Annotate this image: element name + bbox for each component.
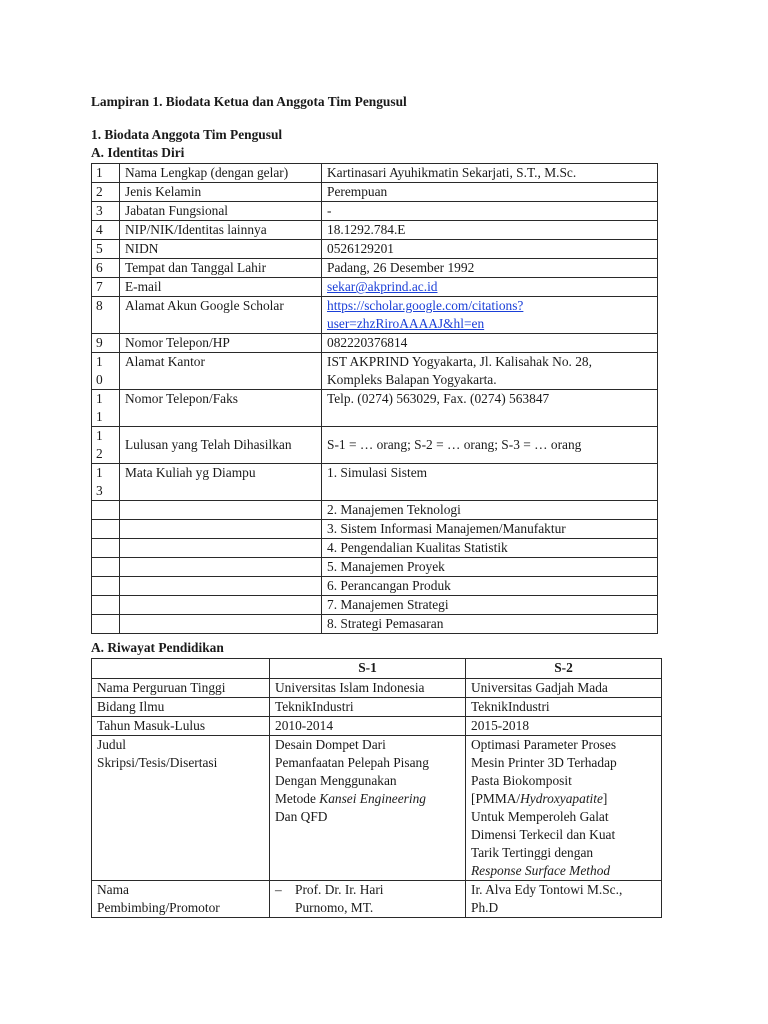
supervisor-line: Ph.D xyxy=(471,900,499,915)
row-number: 5 xyxy=(92,240,120,259)
row-number: 1 2 xyxy=(92,427,120,464)
row-label: Nama Lengkap (dengan gelar) xyxy=(120,164,322,183)
s2-thesis xyxy=(466,736,662,881)
s1-thesis xyxy=(270,736,466,881)
scholar-link[interactable]: https://scholar.google.com/citations? xyxy=(327,298,524,313)
table-row xyxy=(92,202,658,221)
row-label: Alamat Kantor xyxy=(120,353,322,390)
header-empty xyxy=(92,659,270,679)
row-number: 1 0 xyxy=(92,353,120,390)
thesis-line: Desain Dompet Dari xyxy=(275,737,386,752)
row-number: 4 xyxy=(92,221,120,240)
s2-value: Universitas Gadjah Mada xyxy=(466,679,662,698)
table-row xyxy=(92,390,658,427)
row-value: S-1 = … orang; S-2 = … orang; S-3 = … orang xyxy=(322,427,658,464)
identity-heading: A. Identitas Diri xyxy=(91,145,185,160)
thesis-italic: Response Surface Method xyxy=(471,863,611,878)
thesis-line: [PMMA/ xyxy=(471,791,521,806)
row-value: - xyxy=(322,202,658,221)
table-row xyxy=(92,615,658,634)
table-row xyxy=(92,278,658,297)
thesis-line: Dengan Menggunakan xyxy=(275,773,397,788)
course-item: 8. Strategi Pemasaran xyxy=(322,615,658,634)
row-label: Jenis Kelamin xyxy=(120,183,322,202)
row-label: Jabatan Fungsional xyxy=(120,202,322,221)
row-value: Telp. (0274) 563029, Fax. (0274) 563847 xyxy=(322,390,658,427)
thesis-line: ] xyxy=(602,791,608,806)
thesis-line: Pemanfaatan Pelepah Pisang xyxy=(275,755,429,770)
course-item: 5. Manajemen Proyek xyxy=(322,558,658,577)
table-header-row xyxy=(92,659,662,679)
education-heading: A. Riwayat Pendidikan xyxy=(91,640,224,655)
thesis-line: Dan QFD xyxy=(275,809,328,824)
table-row xyxy=(92,596,658,615)
table-row xyxy=(92,183,658,202)
email-link[interactable]: sekar@akprind.ac.id xyxy=(327,279,438,294)
table-row xyxy=(92,881,662,918)
table-row xyxy=(92,334,658,353)
table-row xyxy=(92,520,658,539)
table-row xyxy=(92,221,658,240)
row-value: 0526129201 xyxy=(322,240,658,259)
row-label: Bidang Ilmu xyxy=(92,698,270,717)
row-label: NIDN xyxy=(120,240,322,259)
s1-value: TeknikIndustri xyxy=(270,698,466,717)
address-line-1: IST AKPRIND Yogyakarta, Jl. Kalisahak No. 28, xyxy=(327,354,592,369)
thesis-line: Mesin Printer 3D Terhadap xyxy=(471,755,617,770)
address-line-2: Kompleks Balapan Yogyakarta. xyxy=(327,372,497,387)
s2-supervisor xyxy=(466,881,662,918)
table-row xyxy=(92,259,658,278)
supervisor-label-2: Pembimbing/Promotor xyxy=(97,900,220,915)
row-number: 3 xyxy=(92,202,120,221)
table-row xyxy=(92,297,658,334)
row-number: 1 3 xyxy=(92,464,120,501)
row-number: 6 xyxy=(92,259,120,278)
row-label: Nama Perguruan Tinggi xyxy=(92,679,270,698)
row-label: Nomor Telepon/HP xyxy=(120,334,322,353)
header-s2: S-2 xyxy=(466,659,662,679)
s2-value: 2015-2018 xyxy=(466,717,662,736)
row-number: 1 1 xyxy=(92,390,120,427)
row-label: E-mail xyxy=(120,278,322,297)
course-item: 4. Pengendalian Kualitas Statistik xyxy=(322,539,658,558)
supervisor-line: Purnomo, MT. xyxy=(295,900,374,915)
course-item: 6. Perancangan Produk xyxy=(322,577,658,596)
row-label: Tempat dan Tanggal Lahir xyxy=(120,259,322,278)
supervisor-label-1: Nama xyxy=(97,882,129,897)
scholar-link-cont[interactable]: user=zhzRiroAAAAJ&hl=en xyxy=(327,316,485,331)
row-number: 7 xyxy=(92,278,120,297)
course-item: 7. Manajemen Strategi xyxy=(322,596,658,615)
row-number: 1 xyxy=(92,164,120,183)
row-value: Padang, 26 Desember 1992 xyxy=(322,259,658,278)
s1-value: Universitas Islam Indonesia xyxy=(270,679,466,698)
thesis-italic: Hydroxyapatite xyxy=(520,791,603,806)
row-number: 8 xyxy=(92,297,120,334)
row-value xyxy=(322,353,658,390)
table-row xyxy=(92,736,662,881)
row-label xyxy=(92,881,270,918)
thesis-label-2: Skripsi/Tesis/Disertasi xyxy=(97,755,218,770)
supervisor-line: Prof. Dr. Ir. Hari xyxy=(295,882,384,897)
table-row xyxy=(92,558,658,577)
header-s1: S-1 xyxy=(270,659,466,679)
row-value xyxy=(322,278,658,297)
table-row xyxy=(92,427,658,464)
row-number: 2 xyxy=(92,183,120,202)
course-item: 3. Sistem Informasi Manajemen/Manufaktur xyxy=(322,520,658,539)
row-label xyxy=(92,736,270,881)
s2-value: TeknikIndustri xyxy=(466,698,662,717)
thesis-italic: Kansei Engineering xyxy=(319,791,427,806)
identity-table xyxy=(91,163,658,634)
thesis-line: Pasta Biokomposit xyxy=(471,773,572,788)
dash-bullet: – xyxy=(275,882,282,897)
table-row xyxy=(92,464,658,501)
course-item: 2. Manajemen Teknologi xyxy=(322,501,658,520)
thesis-line: Untuk Memperoleh Galat xyxy=(471,809,609,824)
table-row xyxy=(92,577,658,596)
table-row xyxy=(92,539,658,558)
row-value: 18.1292.784.E xyxy=(322,221,658,240)
thesis-label-1: Judul xyxy=(97,737,127,752)
row-label: Tahun Masuk-Lulus xyxy=(92,717,270,736)
row-value: 1. Simulasi Sistem xyxy=(322,464,658,501)
thesis-line: Tarik Tertinggi dengan xyxy=(471,845,594,860)
row-value: Kartinasari Ayuhikmatin Sekarjati, S.T., M.Sc. xyxy=(322,164,658,183)
supervisor-line: Ir. Alva Edy Tontowi M.Sc., xyxy=(471,882,623,897)
table-row xyxy=(92,698,662,717)
s1-value: 2010-2014 xyxy=(270,717,466,736)
section-title: 1. Biodata Anggota Tim Pengusul xyxy=(91,127,283,142)
table-row xyxy=(92,501,658,520)
table-row xyxy=(92,679,662,698)
s1-supervisor xyxy=(270,881,466,918)
row-value: 082220376814 xyxy=(322,334,658,353)
thesis-line: Dimensi Terkecil dan Kuat xyxy=(471,827,616,842)
row-number: 9 xyxy=(92,334,120,353)
thesis-line: Metode xyxy=(275,791,320,806)
row-label: Alamat Akun Google Scholar xyxy=(120,297,322,334)
table-row xyxy=(92,353,658,390)
row-label: Nomor Telepon/Faks xyxy=(120,390,322,427)
row-label: NIP/NIK/Identitas lainnya xyxy=(120,221,322,240)
table-row xyxy=(92,240,658,259)
row-label: Lulusan yang Telah Dihasilkan xyxy=(120,427,322,464)
row-value xyxy=(322,297,658,334)
education-table xyxy=(91,658,662,918)
table-row xyxy=(92,164,658,183)
table-row xyxy=(92,717,662,736)
row-label: Mata Kuliah yg Diampu xyxy=(120,464,322,501)
thesis-line: Optimasi Parameter Proses xyxy=(471,737,617,752)
appendix-title: Lampiran 1. Biodata Ketua dan Anggota Tim Pengusul xyxy=(91,94,407,109)
row-value: Perempuan xyxy=(322,183,658,202)
